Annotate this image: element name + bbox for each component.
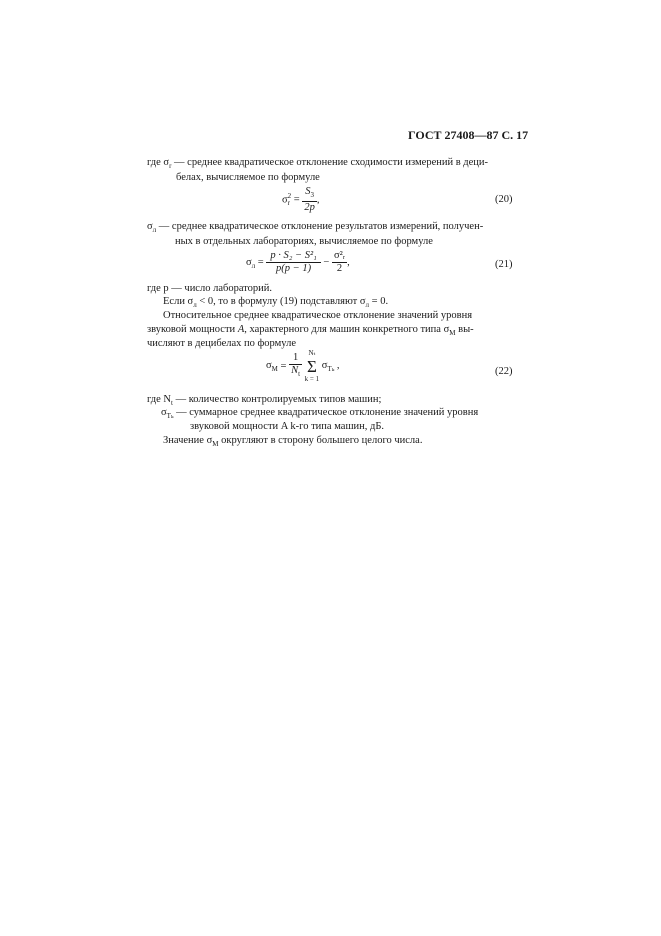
equation-21-number: (21) bbox=[495, 259, 513, 270]
relative-para-line1: Относительное среднее квадратическое отклонение значений уровня bbox=[163, 310, 473, 321]
equation-22-number: (22) bbox=[495, 366, 513, 377]
equation-20: σ 2 r = $\frac{S_3}{2p}$ , bbox=[282, 186, 320, 214]
eq21-fraction-1: $\frac{\text{p · S₂ − S²₁}}{p(p - 1)}$ bbox=[266, 250, 320, 275]
rounding-note: Значение $\sigma_M$ округляют в сторону большего целого числа. bbox=[163, 435, 423, 449]
sigma-r-definition-line2: белах, вычисляемое по формуле bbox=[176, 172, 320, 183]
eq22-fraction: $\frac{1}{N_t}$ bbox=[291, 352, 301, 379]
condition-line: Если $\sigma_л < 0$, то в формулу (19) подставляют $\sigma_л = 0$. bbox=[163, 296, 389, 310]
eq22-summation: Nₜ Σ k = 1 bbox=[304, 349, 320, 383]
relative-para-line2: звуковой мощности A, характерного для машин конкретного типа $\sigma_M$ вы- bbox=[147, 324, 474, 338]
sigma-l-definition-line1: $\sigma_л$ — среднее квадратическое отклонение результатов измерений, получен- bbox=[147, 221, 484, 235]
sigma-tk-definition-line2: звуковой мощности A k-го типа машин, дБ. bbox=[190, 421, 385, 432]
eq21-fraction-2: $\frac{\text{σ²ᵣ}}{2}$ bbox=[333, 250, 346, 274]
p-definition: где p — число лабораторий. bbox=[147, 283, 273, 294]
page-header: ГОСТ 27408—87 С. 17 bbox=[408, 128, 529, 142]
relative-para-line3: числяют в децибелах по формуле bbox=[147, 338, 296, 349]
sigma-l-definition-line2: ных в отдельных лабораториях, вычисляемое по формуле bbox=[175, 236, 433, 247]
sigma-tk-definition-line1: $\sigma_{T_k}$ — суммарное среднее квадратическое отклонение значений уровня bbox=[161, 407, 479, 421]
equation-22: $\sigma_M$ = $\frac{1}{N_t}$ Nₜ Σ k = 1 $\sigma_{T_k}$ , bbox=[266, 349, 340, 383]
equation-20-number: (20) bbox=[495, 194, 513, 205]
eq20-fraction: $\frac{S_3}{2p}$ bbox=[304, 186, 315, 214]
sigma-r-definition-line1: где $\sigma_r$ — среднее квадратическое отклонение сходимости измерений в деци- bbox=[147, 157, 489, 171]
nt-definition: где $N_t$ — количество контролируемых типов машин; bbox=[147, 394, 382, 408]
equation-21: $\sigma_л$ = $\frac{\text{p · S₂ − S²₁}}{p(p - 1)}$ − $\frac{\text{σ²ᵣ}}{2}$ , bbox=[246, 250, 350, 274]
